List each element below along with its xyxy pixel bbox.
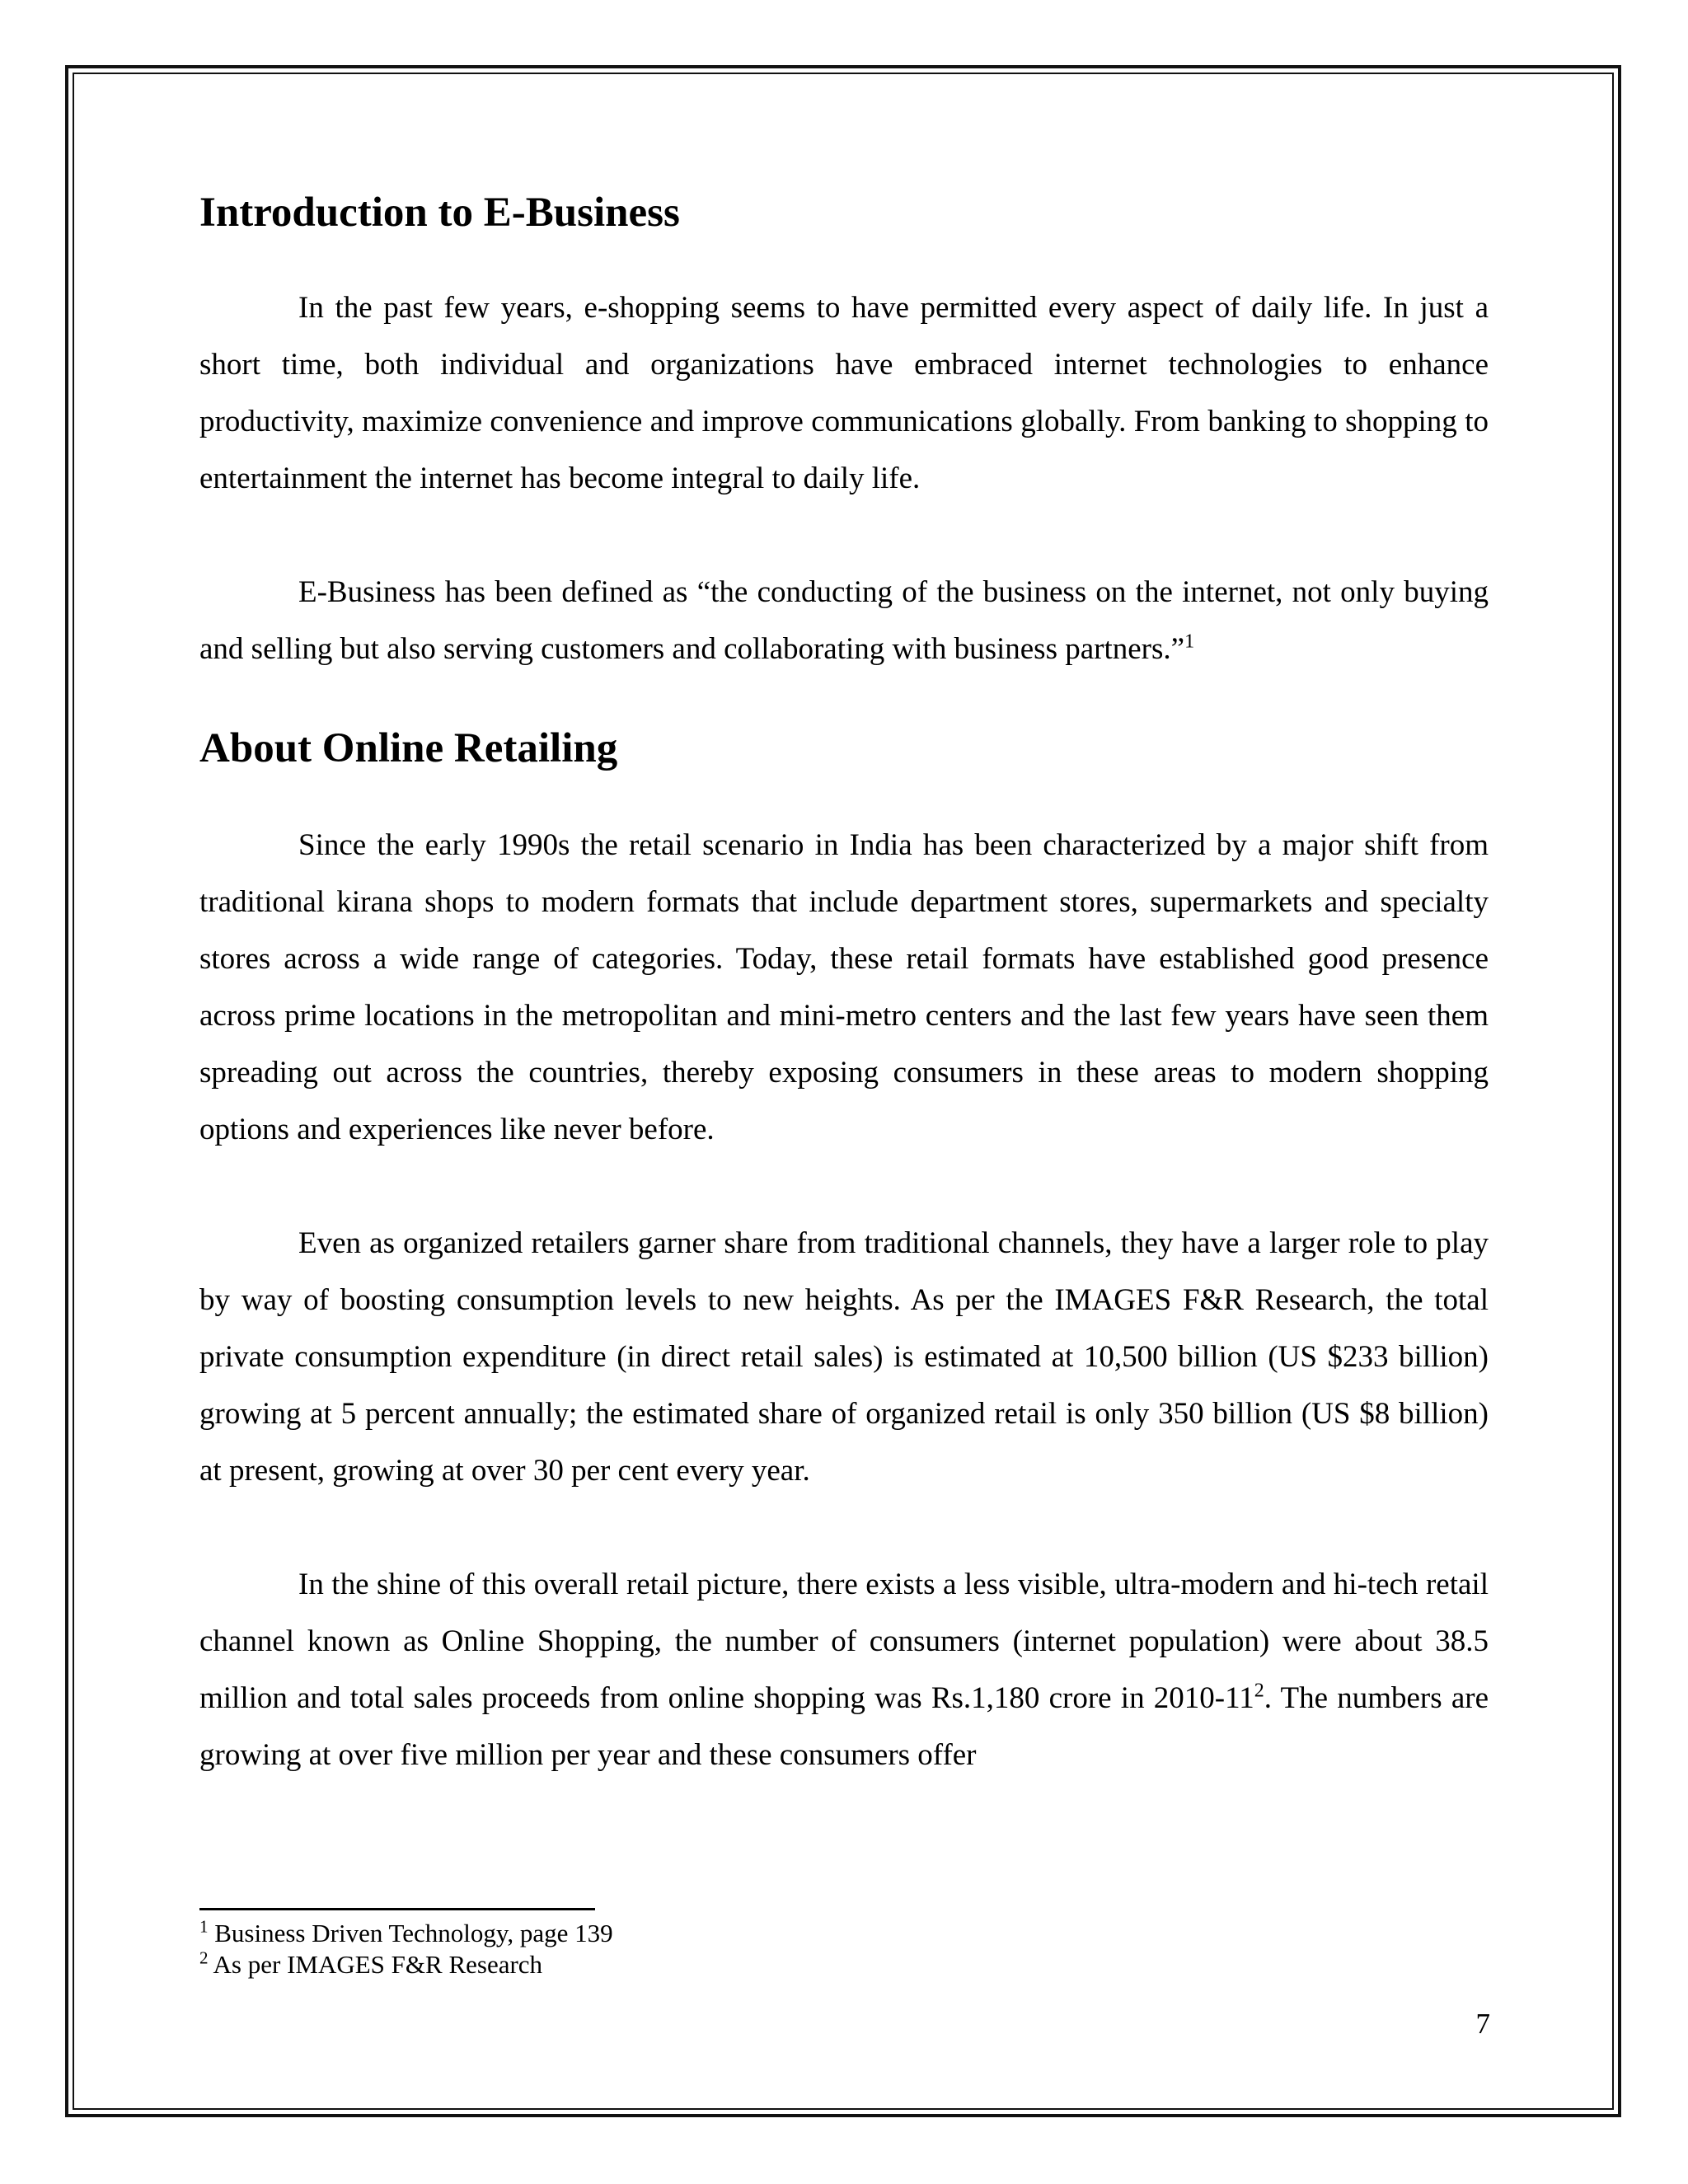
footnote-separator: [199, 1908, 595, 1910]
footnote-2: [199, 1949, 1189, 1980]
paragraph-retail-2: [199, 1215, 1489, 1499]
footnote-2-text: As per IMAGES F&R Research: [213, 1950, 543, 1979]
paragraph-intro-2: [199, 564, 1489, 677]
paragraph-intro-2-text: E-Business has been defined as “the conducting of the business on the internet, not only buying and selling but also serving customers and collaborating with business partners.”: [199, 575, 1489, 667]
heading-online-retailing: About Online Retailing: [199, 725, 618, 772]
page-content: [199, 188, 1489, 1783]
footnotes: [199, 1918, 1189, 1980]
footnote-1-text: Business Driven Technology, page 139: [214, 1919, 613, 1947]
paragraph-retail-3: [199, 1556, 1489, 1783]
footnote-2-marker: 2: [199, 1947, 209, 1968]
paragraph-retail-3-text-a: In the shine of this overall retail picture, there exists a less visible, ultra-modern and hi-tech retail channel known as Online Shopping, the number of consumers (internet population) were about 38.5 million and total sales proceeds from online shopping was Rs.1,180 crore in 2010-11: [199, 1568, 1489, 1716]
footnote-ref-2: 2: [1254, 1680, 1264, 1703]
paragraph-intro-1-text: In the past few years, e-shopping seems to have permitted every aspect of daily life. In just a short time, both individual and organizations have embraced internet technologies to enhance productivity, maximize convenience and improve communications globally. From banking to shopping to entertainment the internet has become integral to daily life.: [199, 291, 1489, 496]
paragraph-retail-1: [199, 817, 1489, 1158]
paragraph-retail-2-text: Even as organized retailers garner share from traditional channels, they have a larger role to play by way of boosting consumption levels to new heights. As per the IMAGES F&R Research, the total private consumption expenditure (in direct retail sales) is estimated at 10,500 billion (US $233 billion) growing at 5 percent annually; the estimated share of organized retail is only 350 billion (US $8 billion) at present, growing at over 30 per cent every year.: [199, 1226, 1489, 1488]
paragraph-retail-3-text-b: . The numbers are growing at over five million per year and these consumers offer: [199, 1681, 1489, 1773]
footnote-ref-1: 1: [1184, 630, 1195, 653]
heading-introduction: Introduction to E-Business: [199, 190, 680, 236]
page-number: 7: [1475, 2008, 1490, 2040]
paragraph-retail-1-text: Since the early 1990s the retail scenario in India has been characterized by a major shift from traditional kirana shops to modern formats that include department stores, supermarkets and specialty stores across a wide range of categories. Today, these retail formats have established good presence across prime locations in the metropolitan and mini-metro centers and the last few years have seen them spreading out across the countries, thereby exposing consumers in these areas to modern shopping options and experiences like never before.: [199, 828, 1489, 1147]
footnote-1-marker: 1: [199, 1916, 209, 1937]
paragraph-intro-1: [199, 279, 1489, 507]
footnote-1: [199, 1918, 1189, 1949]
